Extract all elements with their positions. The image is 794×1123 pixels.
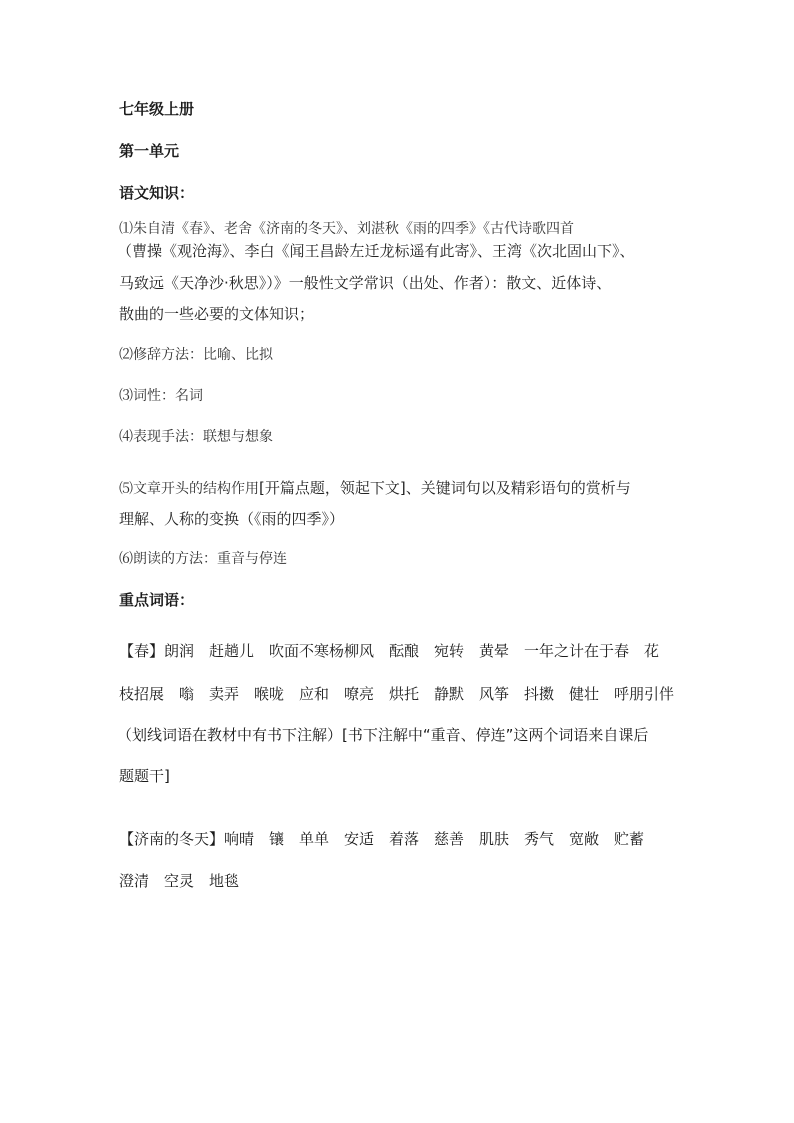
unit-heading: 第一单元 — [119, 142, 180, 160]
vocab-jinan-line-2: 澄清 空灵 地毯 — [119, 872, 240, 890]
knowledge-item-4: ⑷表现手法：联想与想象 — [119, 429, 273, 445]
knowledge-item-5-line-2: 理解、人称的变换（《雨的四季》） — [119, 510, 345, 528]
knowledge-item-1-line-2: （曹操《观沧海》、李白《闻王昌龄左迁龙标遥有此寄》、王湾《次北固山下》、 — [117, 242, 635, 260]
knowledge-item-1-line-1: ⑴朱自清《春》、老舍《济南的冬天》、刘湛秋《雨的四季》《古代诗歌四首 — [119, 221, 574, 237]
vocab-spring-line-1: 【春】朗润 赶趟儿 吹面不寒杨柳风 酝酿 宛转 黄晕 一年之计在于春 花 — [119, 642, 660, 660]
knowledge-heading: 语文知识： — [119, 184, 195, 202]
knowledge-item-1-line-3: 马致远《天净沙·秋思》）》一般性文学常识（出处、作者）：散文、近体诗、 — [119, 274, 612, 292]
knowledge-item-5-prefix: ⑸文章开头的结构作用 — [119, 481, 259, 497]
knowledge-item-1-line-4: 散曲的一些必要的文体知识； — [119, 305, 315, 323]
knowledge-item-3: ⑶词性：名词 — [119, 388, 203, 404]
vocab-spring-line-4: 题题干] — [119, 767, 170, 785]
knowledge-item-6: ⑹朗读的方法：重音与停连 — [119, 551, 287, 567]
knowledge-item-2: ⑵修辞方法：比喻、比拟 — [119, 347, 273, 363]
vocab-heading: 重点词语： — [119, 591, 195, 609]
vocab-spring-line-2: 枝招展 嗡 卖弄 喉咙 应和 嘹亮 烘托 静默 风筝 抖擞 健壮 呼朋引伴 — [119, 685, 675, 703]
page-title: 七年级上册 — [119, 100, 195, 118]
knowledge-item-5-line-1 — [119, 477, 631, 498]
vocab-jinan-line-1: 【济南的冬天】响晴 镶 单单 安适 着落 慈善 肌肤 秀气 宽敞 贮蓄 — [119, 830, 645, 848]
vocab-spring-line-3: （划线词语在教材中有书下注解）[书下注解中“重音、停连”这两个词语来自课后 — [117, 726, 649, 744]
knowledge-item-5-suffix: [开篇点题，领起下文]、关键词句以及精彩语句的赏析与 — [259, 479, 631, 497]
